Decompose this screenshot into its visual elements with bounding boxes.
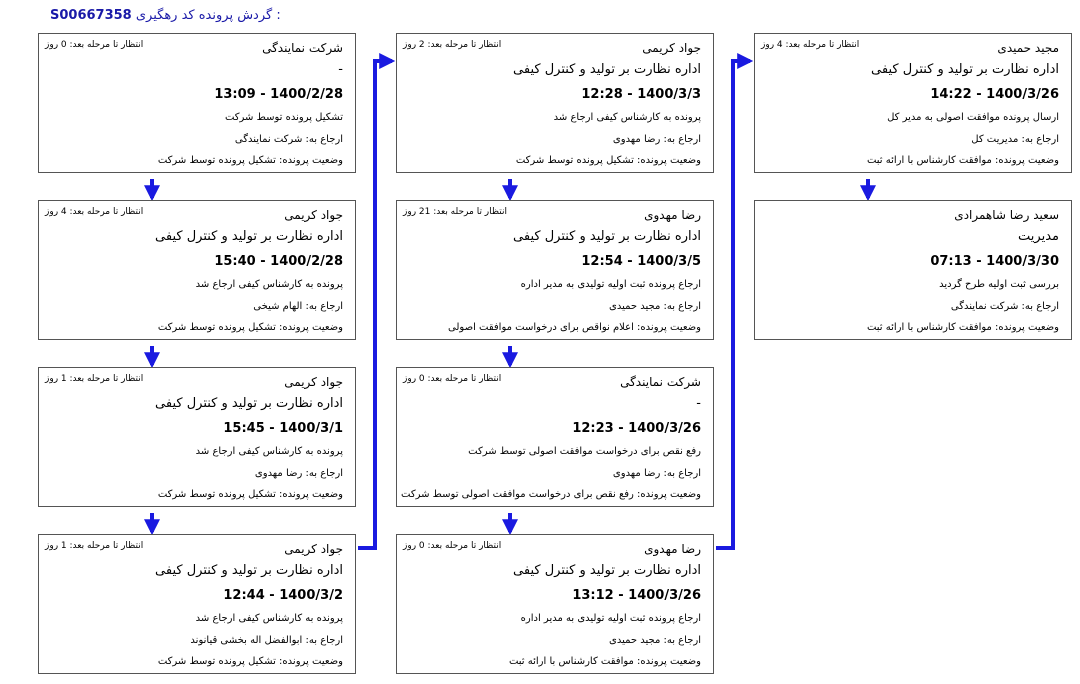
card-status: وضعیت پرونده: موافقت کارشناس با ارائه ثبت xyxy=(866,322,1059,333)
card-department: اداره نظارت بر تولید و کنترل کیفی xyxy=(155,396,343,411)
card-datetime: 12:28 - 1400/3/3 xyxy=(581,87,701,102)
card-person: سعید رضا شاهمرادی xyxy=(954,208,1059,222)
card-action: بررسی ثبت اولیه طرح گردید xyxy=(939,279,1059,290)
card-department: مدیریت xyxy=(1018,229,1059,244)
card-person: شرکت نمایندگی xyxy=(620,375,701,389)
card-datetime: 13:09 - 1400/2/28 xyxy=(214,87,343,102)
card-wait: انتظار تا مرحله بعد: 1 روز xyxy=(45,541,144,551)
card-person: جواد کریمی xyxy=(284,542,343,556)
card-status: وضعیت پرونده: اعلام نواقص برای درخواست موافقت اصولی xyxy=(448,322,701,333)
card-wait: انتظار تا مرحله بعد: 0 روز xyxy=(45,40,144,50)
card-wait: انتظار تا مرحله بعد: 0 روز xyxy=(403,374,502,384)
tracking-code: S00667358 xyxy=(50,8,132,23)
card-datetime: 15:40 - 1400/2/28 xyxy=(214,254,343,269)
card-department: اداره نظارت بر تولید و کنترل کیفی xyxy=(871,62,1059,77)
card-action: پرونده به کارشناس کیفی ارجاع شد xyxy=(553,112,701,123)
page-title-text: گردش پرونده کد رهگیری : xyxy=(135,8,281,23)
card-status: وضعیت پرونده: تشکیل پرونده توسط شرکت xyxy=(157,155,343,166)
card-person: جواد کریمی xyxy=(284,208,343,222)
card-department: - xyxy=(338,62,343,77)
card-datetime: 14:22 - 1400/3/26 xyxy=(930,87,1059,102)
card-person: مجید حمیدی xyxy=(997,41,1059,55)
step-card-4 xyxy=(38,534,356,674)
card-datetime: 12:54 - 1400/3/5 xyxy=(581,254,701,269)
step-card-3 xyxy=(38,367,356,507)
card-status: وضعیت پرونده: موافقت کارشناس با ارائه ثبت xyxy=(866,155,1059,166)
card-person: رضا مهدوی xyxy=(644,542,701,556)
card-department: اداره نظارت بر تولید و کنترل کیفی xyxy=(155,563,343,578)
card-referral: ارجاع به: الهام شیخی xyxy=(253,301,343,312)
card-wait: انتظار تا مرحله بعد: 0 روز xyxy=(403,541,502,551)
card-department: اداره نظارت بر تولید و کنترل کیفی xyxy=(513,62,701,77)
step-card-5 xyxy=(396,33,714,173)
card-datetime: 13:12 - 1400/3/26 xyxy=(572,588,701,603)
card-action: پرونده به کارشناس کیفی ارجاع شد xyxy=(195,279,343,290)
card-status: وضعیت پرونده: موافقت کارشناس با ارائه ثبت xyxy=(508,656,701,667)
card-wait: انتظار تا مرحله بعد: 4 روز xyxy=(761,40,860,50)
card-person: شرکت نمایندگی xyxy=(262,41,343,55)
step-card-2 xyxy=(38,200,356,340)
card-action: تشکیل پرونده توسط شرکت xyxy=(224,112,343,123)
arrow-8-9 xyxy=(716,61,750,548)
card-action: ارسال پرونده موافقت اصولی به مدیر کل xyxy=(887,112,1059,123)
card-referral: ارجاع به: ابوالفضل اله بخشی قیانوند xyxy=(190,635,343,646)
card-department: اداره نظارت بر تولید و کنترل کیفی xyxy=(513,563,701,578)
card-datetime: 15:45 - 1400/3/1 xyxy=(223,421,343,436)
card-referral: ارجاع به: مجید حمیدی xyxy=(609,635,701,646)
card-person: جواد کریمی xyxy=(642,41,701,55)
card-referral: ارجاع به: رضا مهدوی xyxy=(612,468,701,479)
card-department: اداره نظارت بر تولید و کنترل کیفی xyxy=(513,229,701,244)
step-card-6 xyxy=(396,200,714,340)
step-card-1 xyxy=(38,33,356,173)
card-wait: انتظار تا مرحله بعد: 2 روز xyxy=(403,40,502,50)
card-action: ارجاع پرونده ثبت اولیه تولیدی به مدیر اداره xyxy=(520,279,701,290)
card-action: ارجاع پرونده ثبت اولیه تولیدی به مدیر اداره xyxy=(520,613,701,624)
card-referral: ارجاع به: مدیریت کل xyxy=(971,134,1059,145)
card-wait: انتظار تا مرحله بعد: 1 روز xyxy=(45,374,144,384)
arrow-4-5 xyxy=(358,61,392,548)
step-card-8 xyxy=(396,534,714,674)
card-action: پرونده به کارشناس کیفی ارجاع شد xyxy=(195,613,343,624)
card-action: پرونده به کارشناس کیفی ارجاع شد xyxy=(195,446,343,457)
card-wait: انتظار تا مرحله بعد: 21 روز xyxy=(403,207,507,217)
card-status: وضعیت پرونده: رفع نقص برای درخواست موافقت اصولی توسط شرکت xyxy=(401,489,701,500)
card-referral: ارجاع به: شرکت نمایندگی xyxy=(234,134,343,145)
card-referral: ارجاع به: مجید حمیدی xyxy=(609,301,701,312)
card-status: وضعیت پرونده: تشکیل پرونده توسط شرکت xyxy=(157,489,343,500)
card-datetime: 07:13 - 1400/3/30 xyxy=(930,254,1059,269)
card-datetime: 12:44 - 1400/3/2 xyxy=(223,588,343,603)
step-card-7 xyxy=(396,367,714,507)
step-card-10 xyxy=(754,200,1072,340)
card-status: وضعیت پرونده: تشکیل پرونده توسط شرکت xyxy=(515,155,701,166)
card-status: وضعیت پرونده: تشکیل پرونده توسط شرکت xyxy=(157,322,343,333)
step-card-9 xyxy=(754,33,1072,173)
card-referral: ارجاع به: رضا مهدوی xyxy=(254,468,343,479)
card-status: وضعیت پرونده: تشکیل پرونده توسط شرکت xyxy=(157,656,343,667)
card-referral: ارجاع به: شرکت نمایندگی xyxy=(950,301,1059,312)
card-action: رفع نقص برای درخواست موافقت اصولی توسط شرکت xyxy=(468,446,701,457)
card-department: اداره نظارت بر تولید و کنترل کیفی xyxy=(155,229,343,244)
card-datetime: 12:23 - 1400/3/26 xyxy=(572,421,701,436)
card-wait: انتظار تا مرحله بعد: 4 روز xyxy=(45,207,144,217)
card-department: - xyxy=(696,396,701,411)
card-referral: ارجاع به: رضا مهدوی xyxy=(612,134,701,145)
card-person: رضا مهدوی xyxy=(644,208,701,222)
card-person: جواد کریمی xyxy=(284,375,343,389)
